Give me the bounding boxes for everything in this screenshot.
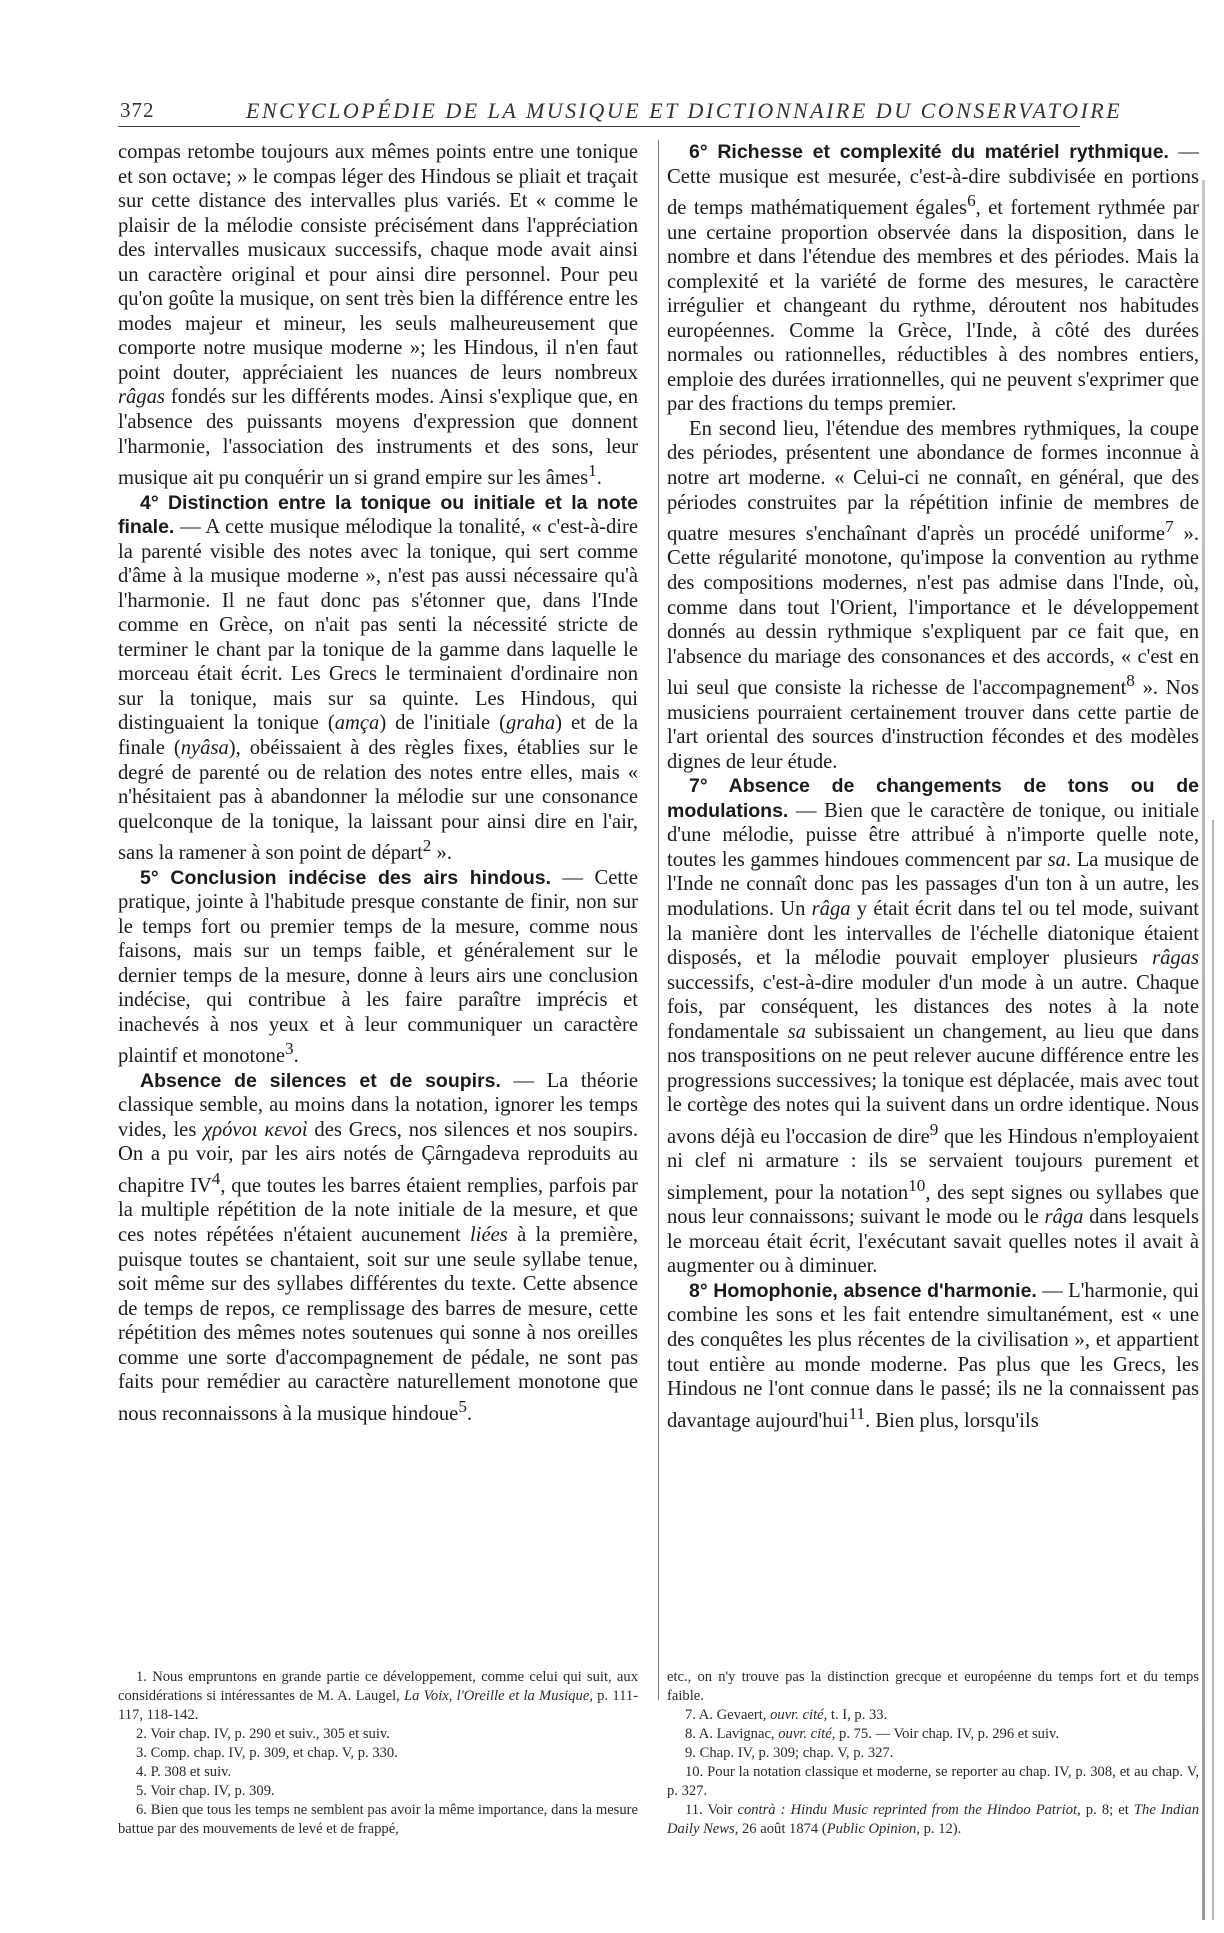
section-heading: 7° Absence de changements de tons ou de modulations. (667, 775, 1199, 822)
right-column (667, 140, 1199, 1433)
section-7: 7° Absence de changements de tons ou de modulations. — Bien que le caractère de tonique, ou initiale d'une mélodie, puisse être attribué à n'importe quelle note, toutes les gammes hindoues commencent par sa. La musique de l'Inde ne connaît donc pas les passages d'un ton à un autre, les modulations. Un râga y était écrit dans tel ou tel mode, suivant la manière dont les intervalles de l'échelle diatonique étaient disposés, et la mélodie pouvait employer plusieurs râgas successifs, c'est-à-dire moduler d'un mode à un autre. Chaque fois, par conséquent, les distances des notes à la note fondamentale sa subissaient un changement, au lieu que dans nos transpositions on ne peut relever aucune différence entre les progressions successives; la tonique est déplacée, mais avec tout le cortège des notes qui la suivent dans un ordre identique. Nous avons déjà eu l'occasion de dire$^9$ que les Hindous n'employaient ni clef ni armature : ils se servaient toujours purement et simplement, pour la notation$^{10}$, des sept signes ou syllabes que nous leur connaissons; suivant le mode ou le râga dans lesquels le morceau était écrit, l'exécutant savait quelles notes il avait à augmenter ou à diminuer. (667, 775, 1200, 1278)
footnote-ref: 9 (929, 1119, 939, 1139)
column-divider (658, 140, 659, 1700)
paragraph: compas retombe toujours aux mêmes points entre une tonique et son octave; » le compas léger des Hindous se pliait et traçait sur cette distance des intervalles plus variés. Et « comme le plaisir de la mélodie consiste précisément dans l'appréciation des intervalles musicaux successifs, chaque mode avait ainsi un caractère original et pour ainsi dire personnel. Pour peu qu'on goûte la musique, on sent très bien la différence entre les modes majeur et mineur, les seuls malheureusement que comporte notre musique moderne »; les Hindous, il n'en faut point douter, appréciaient les nuances de leurs nombreux râgas fondés sur les différents modes. Ainsi s'explique que, en l'absence des puissants moyens d'expression que donnent l'harmonie, l'association des instruments et des sons, leur musique ait pu conquérir un si grand empire sur les âmes$^1$. (118, 141, 638, 489)
page-header (118, 96, 1123, 127)
footnote-ref: 10 (908, 1175, 926, 1195)
footnotes-right (667, 1668, 1199, 1839)
footnote-ref: 8 (1126, 671, 1135, 691)
section-heading: 4° Distinction entre la tonique ou initiale et la note finale. (118, 491, 638, 539)
footnote: 11. Voir contrà : Hindu Music reprinted from the Hindoo Patriot, p. 8; et The Indian Daily News, 26 août 1874 (Public Opinion, p. 12). (667, 1802, 1199, 1837)
footnote-ref: 7 (1165, 517, 1174, 537)
footnote: 6. Bien que tous les temps ne semblent pas avoir la même importance, dans la mesure battue par des mouvements de levé et de frappé, (118, 1802, 638, 1837)
section-6: 6° Richesse et complexité du matériel rythmique. — Cette musique est mesurée, c'est-à-dire subdivisée en portions de temps mathématiquement égales$^6$, et fortement rythmée par une certaine proportion observée dans la disposition, dans le nombre et dans l'étendue des membres et des périodes. Mais la complexité et la variété de forme des mesures, le caractère irrégulier et changeant du rythme, déroutent nos habitudes européennes. Comme la Grèce, l'Inde, à côté des durées normales ou rationnelles, réductibles à des nombres entiers, emploie des durées irrationnelles, qui ne peuvent s'exprimer que par des fractions du temps premier. (667, 141, 1199, 416)
section-silences: Absence de silences et de soupirs. — La théorie classique semble, au moins dans la notation, ignorer les temps vides, les χρόνοι κενοὶ des Grecs, nos silences et nos soupirs. On a pu voir, par les airs notés de Çârngadeva reproduits au chapitre $IV^4$, que toutes les barres étaient remplies, parfois par la multiple répétition de la note initiale de la mesure, et que ces notes répétées n'étaient aucunement liées à la première, puisque toutes se chantaient, soit sur une seule syllabe tenue, soit même sur des syllabes différentes du texte. Cette absence de temps de repos, ce remplissage des barres de mesure, cette répétition des mêmes notes soutenues qui sonne à nos oreilles comme une sorte d'accompagnement de pédale, ne sont pas faits pour remédier au caractère naturellement monotone que nous reconnaissons à la musique hindoue$^5$. (118, 1069, 639, 1425)
section-heading: 5° Conclusion indécise des airs hindous. (140, 866, 552, 889)
footnote-ref: 6 (967, 191, 976, 211)
section-heading: 8° Homophonie, absence d'harmonie. (689, 1279, 1037, 1302)
footnote-ref: 11 (848, 1403, 866, 1423)
section-heading: 6° Richesse et complexité du matériel rythmique. (689, 141, 1169, 163)
footnote: 3. Comp. chap. IV, p. 309, et chap. V, p. 330. (136, 1745, 398, 1761)
page-number: 372 (120, 98, 155, 122)
page-edge-shadow (1212, 820, 1214, 1920)
footnote-ref: 3 (285, 1039, 294, 1059)
page-edge-shadow (1202, 180, 1205, 1920)
paragraph: En second lieu, l'étendue des membres rythmiques, la coupe des périodes, présentent une abondance de formes inconnue à notre art moderne. « Celui-ci ne connaît, en général, que des périodes construites par la répétition infinie de membres de quatre mesures s'enchaînant d'après un procédé uniforme$^7$ ». Cette régularité monotone, qu'impose la convention au rythme des compositions modernes, n'est pas admise dans l'Inde, où, comme dans tout l'Orient, l'importance et le développement donnés au dessin rythmique s'expliquent par ce fait que, en l'absence du mariage des consonances et des accords, « c'est en lui seul que consiste la richesse de l'accompagnement$^8$ ». Nos musiciens pourraient certainement trouver dans cette partie de l'art oriental des sources d'instruction fécondes et des modèles dignes de leur étude. (667, 417, 1200, 773)
running-title: ENCYCLOPÉDIE DE LA MUSIQUE ET DICTIONNAIRE DU CONSERVATOIRE (246, 98, 1123, 123)
section-heading: Absence de silences et de soupirs. (140, 1069, 501, 1092)
footnote: 10. Pour la notation classique et moderne, se reporter au chap. IV, p. 308, et au chap. V, p. 327. (667, 1764, 1199, 1799)
section-5: 5° Conclusion indécise des airs hindous. — Cette pratique, jointe à l'habitude presque constante de finir, non sur le temps fort ou premier temps de la mesure, comme nous faisons, mais sur un temps faible, et généralement sur le dernier temps de la mesure, donne à leurs airs une conclusion indécise, qui contribue à les faire paraître imprécis et inachevés à nos yeux et à leur communiquer un caractère plaintif et monotone$^3$. (118, 866, 638, 1068)
section-4: 4° Distinction entre la tonique ou initiale et la note finale. — A cette musique mélodique la tonalité, « c'est-à-dire la parenté visible des notes avec la tonique, qui sert comme d'âme à la musique moderne », n'est pas aussi nécessaire qu'à l'harmonie. Il ne faut donc pas s'étonner que, dans l'Inde comme en Grèce, on n'ait pas senti la nécessité stricte de terminer le chant par la tonique de la gamme dans laquelle le morceau était écrit. Les Grecs le terminaient d'ordinaire non sur la tonique, mais sur sa quinte. Les Hindous, qui distinguaient la tonique (amça) de l'initiale (graha) et de la finale (nyâsa), obéissaient à des règles fixes, établies sur le degré de parenté ou de relation des notes entre elles, mais « n'hésitaient pas à abandonner la mélodie sur une consonance quelconque de la tonique, la laissant pour ainsi dire en l'air, sans la ramener à son point de départ$^2$ ». (118, 491, 638, 865)
section-8: 8° Homophonie, absence d'harmonie. — L'harmonie, qui combine les sons et les fait entendre simultanément, est « une des conquêtes les plus récentes de la civilisation », et appartient tout entière au monde moderne. Pas plus que les Grecs, les Hindous ne l'ont connue dans le passé; ils ne la connaissent pas davantage aujourd'hui$^{11}$. Bien plus, lorsqu'ils (667, 1279, 1199, 1432)
footnote-ref: 5 (458, 1396, 467, 1416)
footnote-ref: 2 (422, 836, 432, 856)
footnote: 7. A. Gevaert, ouvr. cité, t. I, p. 33. (685, 1707, 888, 1723)
footnote: 4. P. 308 et suiv. (136, 1764, 232, 1780)
footnotes-left (118, 1668, 638, 1839)
footnote: 1. Nous empruntons en grande partie ce développement, comme celui qui suit, aux considérations si intéressantes de M. A. Laugel, La Voix, l'Oreille et la Musique, p. 111-117, 118-142. (118, 1669, 638, 1723)
footnote-ref: 4 (211, 1169, 221, 1188)
footnote: 8. A. Lavignac, ouvr. cité, p. 75. — Voir chap. IV, p. 296 et suiv. (685, 1726, 1059, 1742)
footnote-ref: 1 (588, 461, 597, 481)
footnote: 9. Chap. IV, p. 309; chap. V, p. 327. (685, 1745, 894, 1761)
left-column (118, 140, 638, 1426)
footnote: 5. Voir chap. IV, p. 309. (136, 1783, 275, 1799)
footnote-continuation: etc., on n'y trouve pas la distinction grecque et européenne du temps fort et du temps faible. (667, 1669, 1199, 1704)
footnote: 2. Voir chap. IV, p. 290 et suiv., 305 et suiv. (136, 1726, 390, 1742)
